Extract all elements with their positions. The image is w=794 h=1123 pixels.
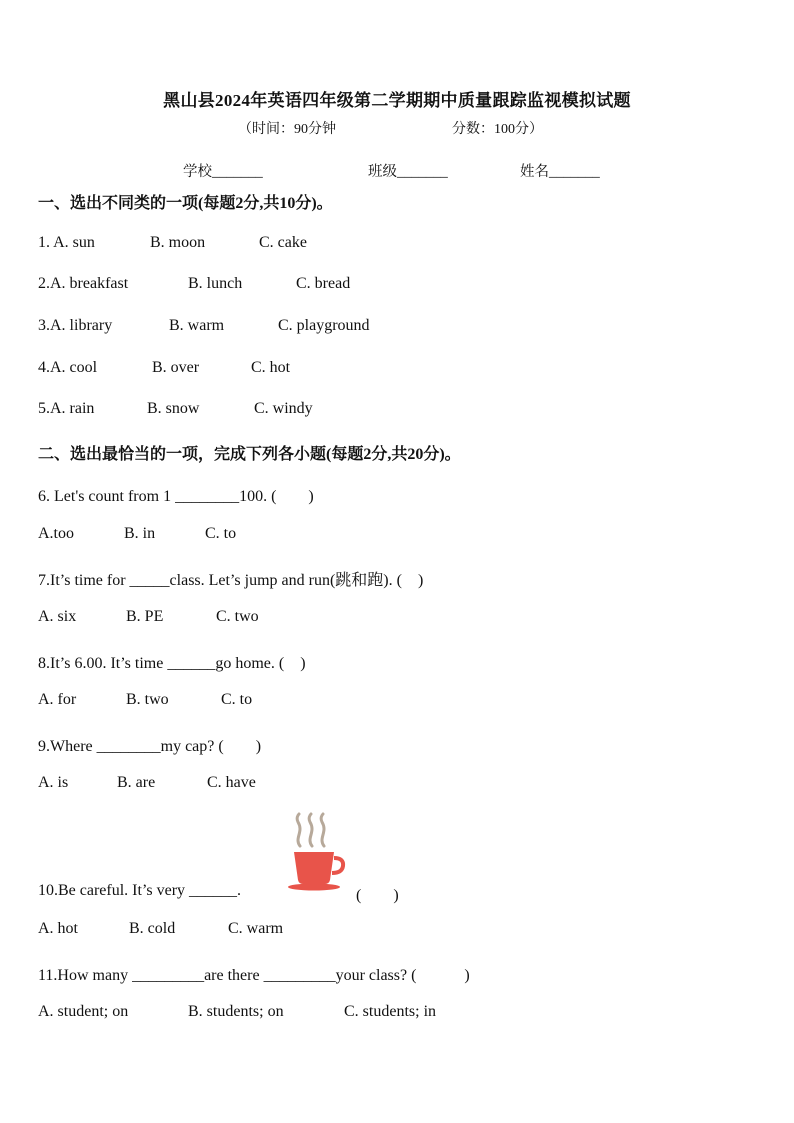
question-8-stem: 8.It’s 6.00. It’s time ______go home. ( ) (38, 655, 306, 672)
option-a: 1. A. sun (38, 234, 95, 251)
question-6-stem: 6. Let's count from 1 ________100. ( ) (38, 488, 314, 505)
question-11-stem: 11.How many _________are there _________your class? ( ) (38, 967, 470, 984)
class-field: 班级_______ (368, 164, 448, 180)
option-b: B. moon (150, 234, 206, 251)
question-10-stem: 10.Be careful. It’s very ______. (38, 882, 242, 899)
option-b: B. cold (129, 920, 176, 937)
option-b: B. lunch (188, 275, 243, 292)
option-a: 3.A. library (38, 317, 113, 334)
option-b: B. are (117, 774, 156, 791)
option-a: A. six (38, 608, 77, 625)
name-field: 姓名_______ (520, 164, 600, 180)
option-c: C. bread (296, 275, 351, 292)
option-b: B. in (124, 525, 156, 542)
question-10-paren: ( ) (356, 887, 399, 904)
section2-heading: 二、选出最恰当的一项，完成下列各小题(每题2分,共20分)。 (38, 446, 461, 463)
option-c: C. two (216, 608, 259, 625)
option-b: B. warm (169, 317, 225, 334)
option-b: B. over (152, 359, 200, 376)
exam-score: 分数：100分） (452, 122, 543, 137)
option-c: C. playground (278, 317, 370, 334)
page-title: 黑山县2024年英语四年级第二学期期中质量跟踪监视模拟试题 (163, 91, 631, 110)
option-c: C. to (221, 691, 253, 708)
hot-cup-icon (282, 812, 348, 896)
option-c: C. students; in (344, 1003, 437, 1020)
option-c: C. windy (254, 400, 313, 417)
option-b: B. students; on (188, 1003, 284, 1020)
section1-heading: 一、选出不同类的一项(每题2分,共10分)。 (38, 195, 333, 212)
option-c: C. to (205, 525, 237, 542)
option-b: B. two (126, 691, 169, 708)
option-c: C. cake (259, 234, 307, 251)
option-a: 4.A. cool (38, 359, 98, 376)
option-a: A. for (38, 691, 77, 708)
option-b: B. PE (126, 608, 164, 625)
school-field: 学校_______ (183, 164, 263, 180)
option-a: 2.A. breakfast (38, 275, 129, 292)
option-a: A. is (38, 774, 69, 791)
option-c: C. have (207, 774, 256, 791)
option-a: A. student; on (38, 1003, 129, 1020)
option-b: B. snow (147, 400, 200, 417)
exam-time: （时间：90分钟 (238, 122, 336, 137)
option-c: C. hot (251, 359, 291, 376)
option-a: 5.A. rain (38, 400, 95, 417)
question-7-stem: 7.It’s time for _____class. Let’s jump and run(跳和跑). ( ) (38, 572, 424, 589)
option-a: A.too (38, 525, 74, 542)
question-9-stem: 9.Where ________my cap? ( ) (38, 738, 262, 755)
option-c: C. warm (228, 920, 284, 937)
option-a: A. hot (38, 920, 78, 937)
